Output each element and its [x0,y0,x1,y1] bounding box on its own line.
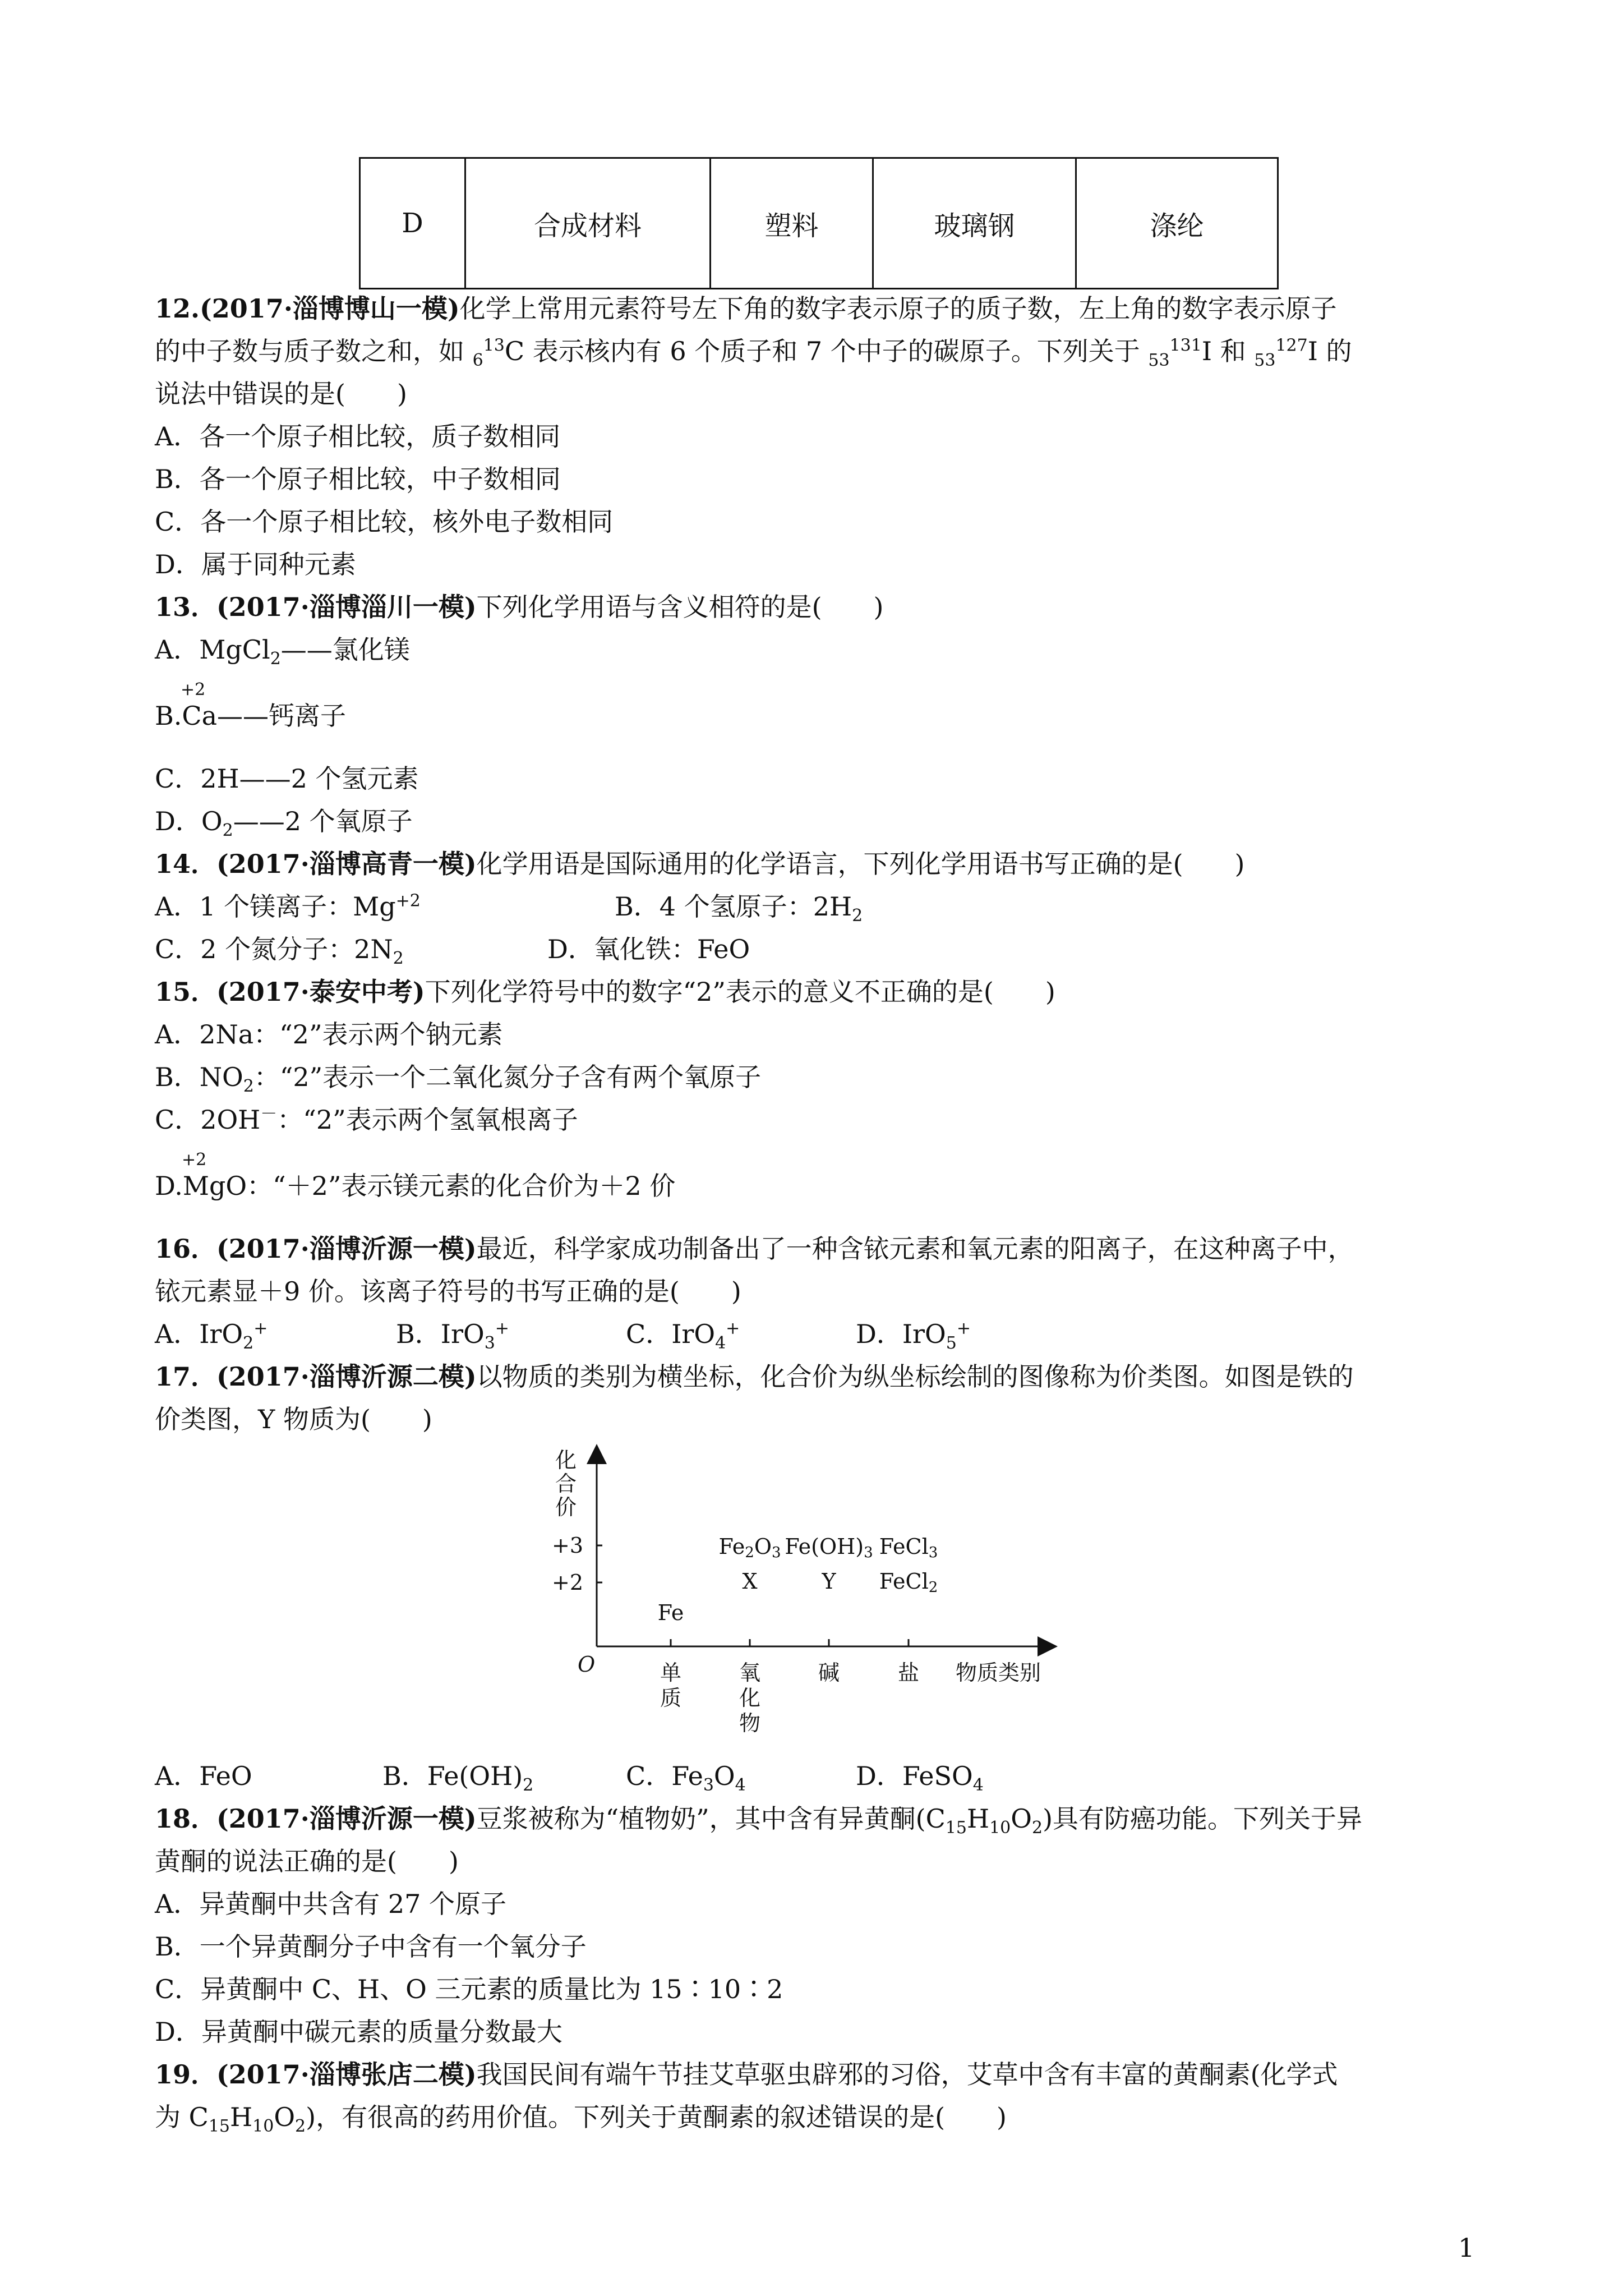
point-fe: Fe [657,1600,684,1625]
element-symbol: I [1201,336,1212,366]
text-run: ——氯化镁 [280,634,410,665]
subscript: 2 [1032,1818,1043,1838]
superscript: + [956,1318,971,1338]
question-18-line2: 黄酮的说法正确的是( ) [155,1846,459,1876]
table-cell: 合成材料 [465,158,711,289]
text-run: H [966,1803,990,1834]
question-17-line1 [155,1360,1354,1393]
point-feoh3: Fe(OH)3 [785,1534,873,1561]
text-run: C．Fe [626,1761,703,1791]
text-run: 的 [1317,336,1352,366]
x-axis-label: 物质类别 [955,1660,1041,1685]
question-16-head: 16．(2017·淄博沂源一模) [155,1234,477,1264]
text-run: ——2 个氧原子 [233,806,413,836]
subscript: 2 [393,949,404,969]
material-table [359,157,1279,289]
subscript: 10 [989,1818,1011,1838]
text-run: H [230,2102,253,2132]
subscript: 4 [715,1333,726,1354]
text-run: 表示核内有 6 个质子和 7 个中子的碳原子。下列关于 [524,336,1149,366]
isotope-sub: 6 [472,351,483,371]
option-a: A．异黄酮中共含有 27 个原子 [155,1889,506,1919]
question-16-text: 最近，科学家成功制备出了一种含铱元素和氧元素的阳离子，在这种离子中， [476,1234,1354,1264]
question-17-text: 以物质的类别为横坐标，化合价为纵坐标绘制的图像称为价类图。如图是铁的 [476,1361,1354,1392]
x-category-label: 物 [739,1711,761,1736]
subscript: 2 [243,1076,254,1097]
text-run: C．2OH [155,1105,261,1135]
table-cell: 塑料 [711,158,873,289]
question-12-line1 [155,292,1337,325]
text-run: A．IrO [155,1319,243,1349]
subscript: 5 [946,1333,957,1354]
subscript: 2 [852,906,863,926]
x-category-label: 氧 [739,1660,761,1685]
text-run: A．MgCl [155,634,270,665]
question-12-text: 化学上常用元素符号左下角的数字表示原子的质子数，左上角的数字表示原子 [459,293,1337,324]
subscript: 3 [703,1775,714,1796]
option-d: D．氧化铁：FeO [547,934,750,964]
point-x: X [742,1569,758,1594]
option-d [856,1317,971,1354]
question-17-head: 17．(2017·淄博沂源二模) [155,1361,477,1392]
question-14-text: 化学用语是国际通用的化学语言，下列化学用语书写正确的是( ) [476,849,1245,879]
question-19-line1 [155,2058,1338,2091]
text-run: O [1011,1803,1032,1834]
y-axis-label-char: 化 [555,1448,577,1473]
text-run: O [713,1761,735,1791]
subscript: 2 [243,1333,254,1354]
text-run: )，有很高的药用价值。下列关于黄酮素的叙述错误的是( ) [306,2102,1007,2132]
table-cell: D [360,158,465,289]
subscript: 4 [972,1775,984,1796]
question-18-head: 18．(2017·淄博沂源一模) [155,1803,477,1834]
y-tick-label: +2 [552,1570,584,1595]
option-c: C．异黄酮中 C、H、O 三元素的质量比为 15∶10∶2 [155,1974,783,2004]
point-fecl2: FeCl2 [879,1569,938,1596]
option-b [396,1317,509,1354]
option-d: D．属于同种元素 [155,549,356,579]
text-run: 豆浆被称为“植物奶”，其中含有异黄酮(C [476,1803,946,1834]
question-14 [155,847,1245,881]
option-c [155,1103,578,1137]
table-cell: 涤纶 [1076,158,1278,289]
isotope-sub: 53 [1148,351,1170,371]
text-run: O [274,2102,296,2132]
subscript: 15 [208,2116,230,2137]
point-fe2o3: Fe2O3 [718,1534,781,1561]
subscript: 15 [945,1818,967,1838]
question-16-line2: 铱元素显＋9 价。该离子符号的书写正确的是( ) [155,1276,741,1306]
valence-mark: +2 [182,1150,207,1170]
isotope-sup: 127 [1275,335,1308,356]
option-b: B．各一个原子相比较，中子数相同 [155,464,561,494]
question-15-head: 15．(2017·泰安中考) [155,977,425,1007]
option-b [155,1060,762,1097]
question-19-line2 [155,2100,1007,2137]
subscript: 2 [270,649,281,669]
question-16-line1 [155,1232,1354,1266]
text-run: B．NO [155,1062,243,1092]
option-c: C．各一个原子相比较，核外电子数相同 [155,507,614,537]
option-a: A．2Na：“2”表示两个钠元素 [155,1019,503,1050]
subscript: 4 [735,1775,746,1796]
superscript: + [726,1318,740,1338]
text-run: D．FeSO [856,1761,973,1791]
isotope-sup: 13 [483,335,505,356]
text-run: D．O [155,806,223,836]
subscript: 2 [295,2116,306,2137]
text-run: ：“2”表示两个氢氧根离子 [277,1105,578,1135]
question-12-line3: 说法中错误的是( ) [155,379,407,409]
superscript: － [260,1104,278,1124]
question-17-line2: 价类图，Y 物质为( ) [155,1404,432,1434]
text-run: 的中子数与质子数之和，如 [155,336,473,366]
option-d: D.MgO：“＋2”表示镁元素的化合价为＋2 价 [155,1171,676,1201]
option-a [155,890,421,923]
y-tick-label: +3 [552,1533,584,1558]
option-c [155,932,404,969]
subscript: 10 [252,2116,274,2137]
question-15-text: 下列化学符号中的数字“2”表示的意义不正确的是( ) [425,977,1055,1007]
element-symbol: C [504,336,525,366]
text-run: B．IrO [396,1319,485,1349]
text-run: ：“2”表示一个二氧化氮分子含有两个氧原子 [253,1062,762,1092]
option-b [382,1759,534,1796]
option-a [155,633,410,669]
question-12-line2 [155,334,1352,371]
question-13 [155,590,884,624]
superscript: + [495,1318,509,1338]
page-number: 1 [1458,2233,1475,2263]
y-axis-label-char: 价 [555,1495,577,1520]
element-symbol: I [1307,336,1318,366]
question-13-head: 13．(2017·淄博淄川一模) [155,592,477,622]
text-run: 和 [1212,336,1255,366]
superscript: +2 [395,891,421,911]
subscript: 2 [222,821,233,841]
option-b: B.Ca——钙离子 [155,701,347,731]
question-19-text: 我国民间有端午节挂艾草驱虫辟邪的习俗，艾草中含有丰富的黄酮素(化学式 [476,2059,1338,2090]
x-category-label: 盐 [897,1660,920,1685]
option-b [615,890,863,926]
subscript: 3 [484,1333,495,1354]
isotope-sub: 53 [1254,351,1276,371]
superscript: + [253,1318,268,1338]
text-run: 为 C [155,2102,209,2132]
point-fecl3: FeCl3 [879,1534,938,1561]
text-run: A．1 个镁离子：Mg [155,891,396,922]
question-18-line1 [155,1802,1363,1838]
question-13-text: 下列化学用语与含义相符的是( ) [476,592,884,622]
x-category-label: 质 [660,1686,682,1710]
option-d: D．异黄酮中碳元素的质量分数最大 [155,2017,562,2047]
valence-mark: +2 [181,680,206,700]
x-category-label: 单 [660,1660,682,1685]
origin-label: O [578,1652,596,1677]
question-15 [155,975,1055,1009]
point-y: Y [822,1569,836,1594]
table-cell: 玻璃钢 [873,158,1076,289]
isotope-sup: 131 [1169,335,1202,356]
option-d [856,1759,984,1796]
text-run: B．4 个氢原子：2H [615,891,852,922]
question-14-head: 14．(2017·淄博高青一模) [155,849,477,879]
option-a: A．FeO [155,1761,252,1791]
table-row [360,158,1278,289]
option-c [626,1759,746,1796]
text-run: D．IrO [856,1319,946,1349]
option-a [155,1317,268,1354]
text-run: C．IrO [626,1319,716,1349]
text-run: C．2 个氮分子：2N [155,934,393,964]
question-19-head: 19．(2017·淄博张店二模) [155,2059,477,2090]
option-b: B．一个异黄酮分子中含有一个氧分子 [155,1931,587,1962]
x-category-label: 化 [739,1686,761,1710]
option-d [155,804,413,841]
y-axis-label-char: 合 [555,1471,577,1496]
text-run: B．Fe(OH) [382,1761,523,1791]
option-c: C．2H——2 个氢元素 [155,763,419,794]
valence-class-diagram [550,1442,1077,1756]
option-a: A．各一个原子相比较，质子数相同 [155,421,561,452]
question-12-head: 12.(2017·淄博博山一模) [155,293,460,324]
subscript: 2 [523,1775,534,1796]
text-run: )具有防癌功能。下列关于异 [1043,1803,1363,1834]
x-category-label: 碱 [818,1660,840,1685]
option-c [626,1317,740,1354]
